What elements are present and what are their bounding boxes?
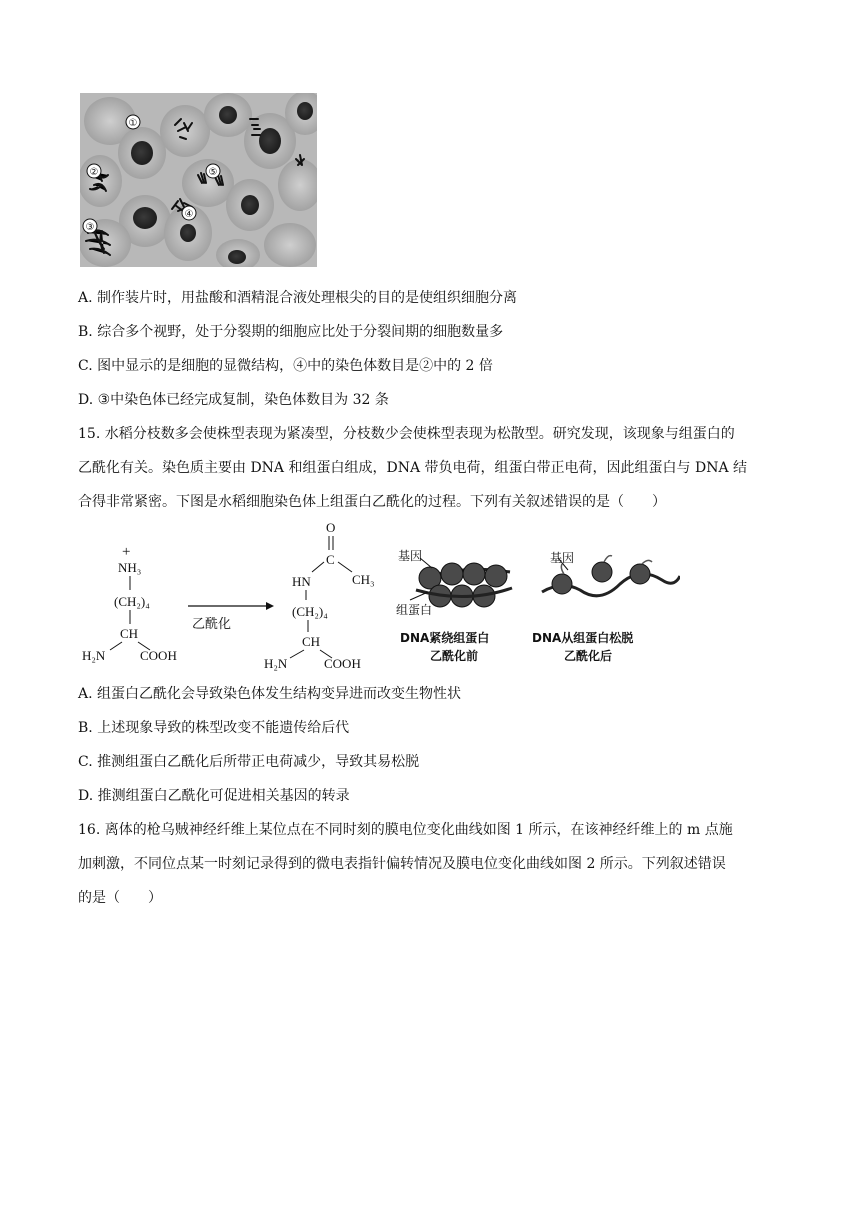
- q14-option-a: A. 制作装片时，用盐酸和酒精混合液处理根尖的目的是使组织细胞分离: [78, 290, 518, 306]
- histone-label: 组蛋白: [396, 603, 433, 617]
- q15-stem-line-3: 合得非常紧密。下图是水稻细胞染色体上组蛋白乙酰化的过程。下列有关叙述错误的是（ ）: [78, 494, 666, 510]
- nh3-group: NH₃: [118, 560, 142, 575]
- cells: [80, 93, 317, 267]
- ch-left: CH: [120, 626, 139, 641]
- q14-option-c: C. 图中显示的是细胞的显微结构，④中的染色体数目是②中的 2 倍: [78, 358, 493, 374]
- plus-charge: +: [122, 544, 131, 560]
- caption-before-line-1: DNA紧绕组蛋白: [400, 631, 490, 645]
- q15-option-d: D. 推测组蛋白乙酰化可促进相关基因的转录: [78, 788, 350, 804]
- marker-3: ③: [85, 222, 95, 233]
- cooh-right: COOH: [324, 656, 361, 671]
- ch-right: CH: [302, 634, 321, 649]
- q15-stem-line-2: 乙酰化有关。染色质主要由 DNA 和组蛋白组成，DNA 带负电荷，组蛋白带正电荷，因此组蛋白与 DNA 结: [78, 460, 748, 476]
- q15-option-c: C. 推测组蛋白乙酰化后所带正电荷减少，导致其易松脱: [78, 754, 420, 770]
- oxygen: O: [326, 520, 336, 535]
- caption-before-line-2: 乙酰化前: [430, 649, 479, 663]
- q14-option-d: D. ③中染色体已经完成复制，染色体数目为 32 条: [78, 392, 389, 408]
- carbonyl-c: C: [326, 552, 335, 567]
- caption-after-line-1: DNA从组蛋白松脱: [532, 631, 634, 645]
- ch2-chain-right: (CH₂)₄: [292, 604, 328, 619]
- h2n-right: H₂N: [264, 656, 288, 671]
- acetylation-label: 乙酰化: [192, 617, 232, 632]
- marker-1: ①: [128, 118, 138, 129]
- marker-2: ②: [89, 167, 99, 178]
- marker-5: ⑤: [208, 167, 218, 178]
- h2n-left: H₂N: [82, 648, 106, 663]
- marker-4: ④: [184, 209, 194, 220]
- gene-label-after: 基因: [550, 551, 575, 565]
- cooh-left: COOH: [140, 648, 177, 663]
- q15-option-a: A. 组蛋白乙酰化会导致染色体发生结构变异进而改变生物性状: [78, 686, 462, 702]
- q16-stem-line-3: 的是（ ）: [78, 890, 162, 906]
- hn-group: HN: [292, 574, 311, 589]
- q16-stem-line-2: 加刺激，不同位点某一时刻记录得到的微电表指针偏转情况及膜电位变化曲线如图 2 所示。下列叙述错误: [78, 856, 726, 872]
- ch2-chain-left: (CH₂)₄: [114, 594, 150, 609]
- q15-stem-line-1: 15. 水稻分枝数多会使株型表现为紧凑型，分枝数少会使株型表现为松散型。研究发现，该现象与组蛋白的: [78, 426, 735, 442]
- gene-label-before: 基因: [398, 549, 423, 563]
- root-tip-micrograph: [80, 93, 317, 267]
- acetylation-figure: [80, 518, 680, 678]
- q16-stem-line-1: 16. 离体的枪乌贼神经纤维上某位点在不同时刻的膜电位变化曲线如图 1 所示，在该神经纤维上的 m 点施: [78, 822, 733, 838]
- caption-after-line-2: 乙酰化后: [564, 649, 613, 663]
- q14-option-b: B. 综合多个视野，处于分裂期的细胞应比处于分裂间期的细胞数量多: [78, 324, 504, 340]
- ch3-group: CH₃: [352, 572, 375, 587]
- chromatin-before-acetylation: [416, 558, 512, 607]
- q15-option-b: B. 上述现象导致的株型改变不能遗传给后代: [78, 720, 350, 736]
